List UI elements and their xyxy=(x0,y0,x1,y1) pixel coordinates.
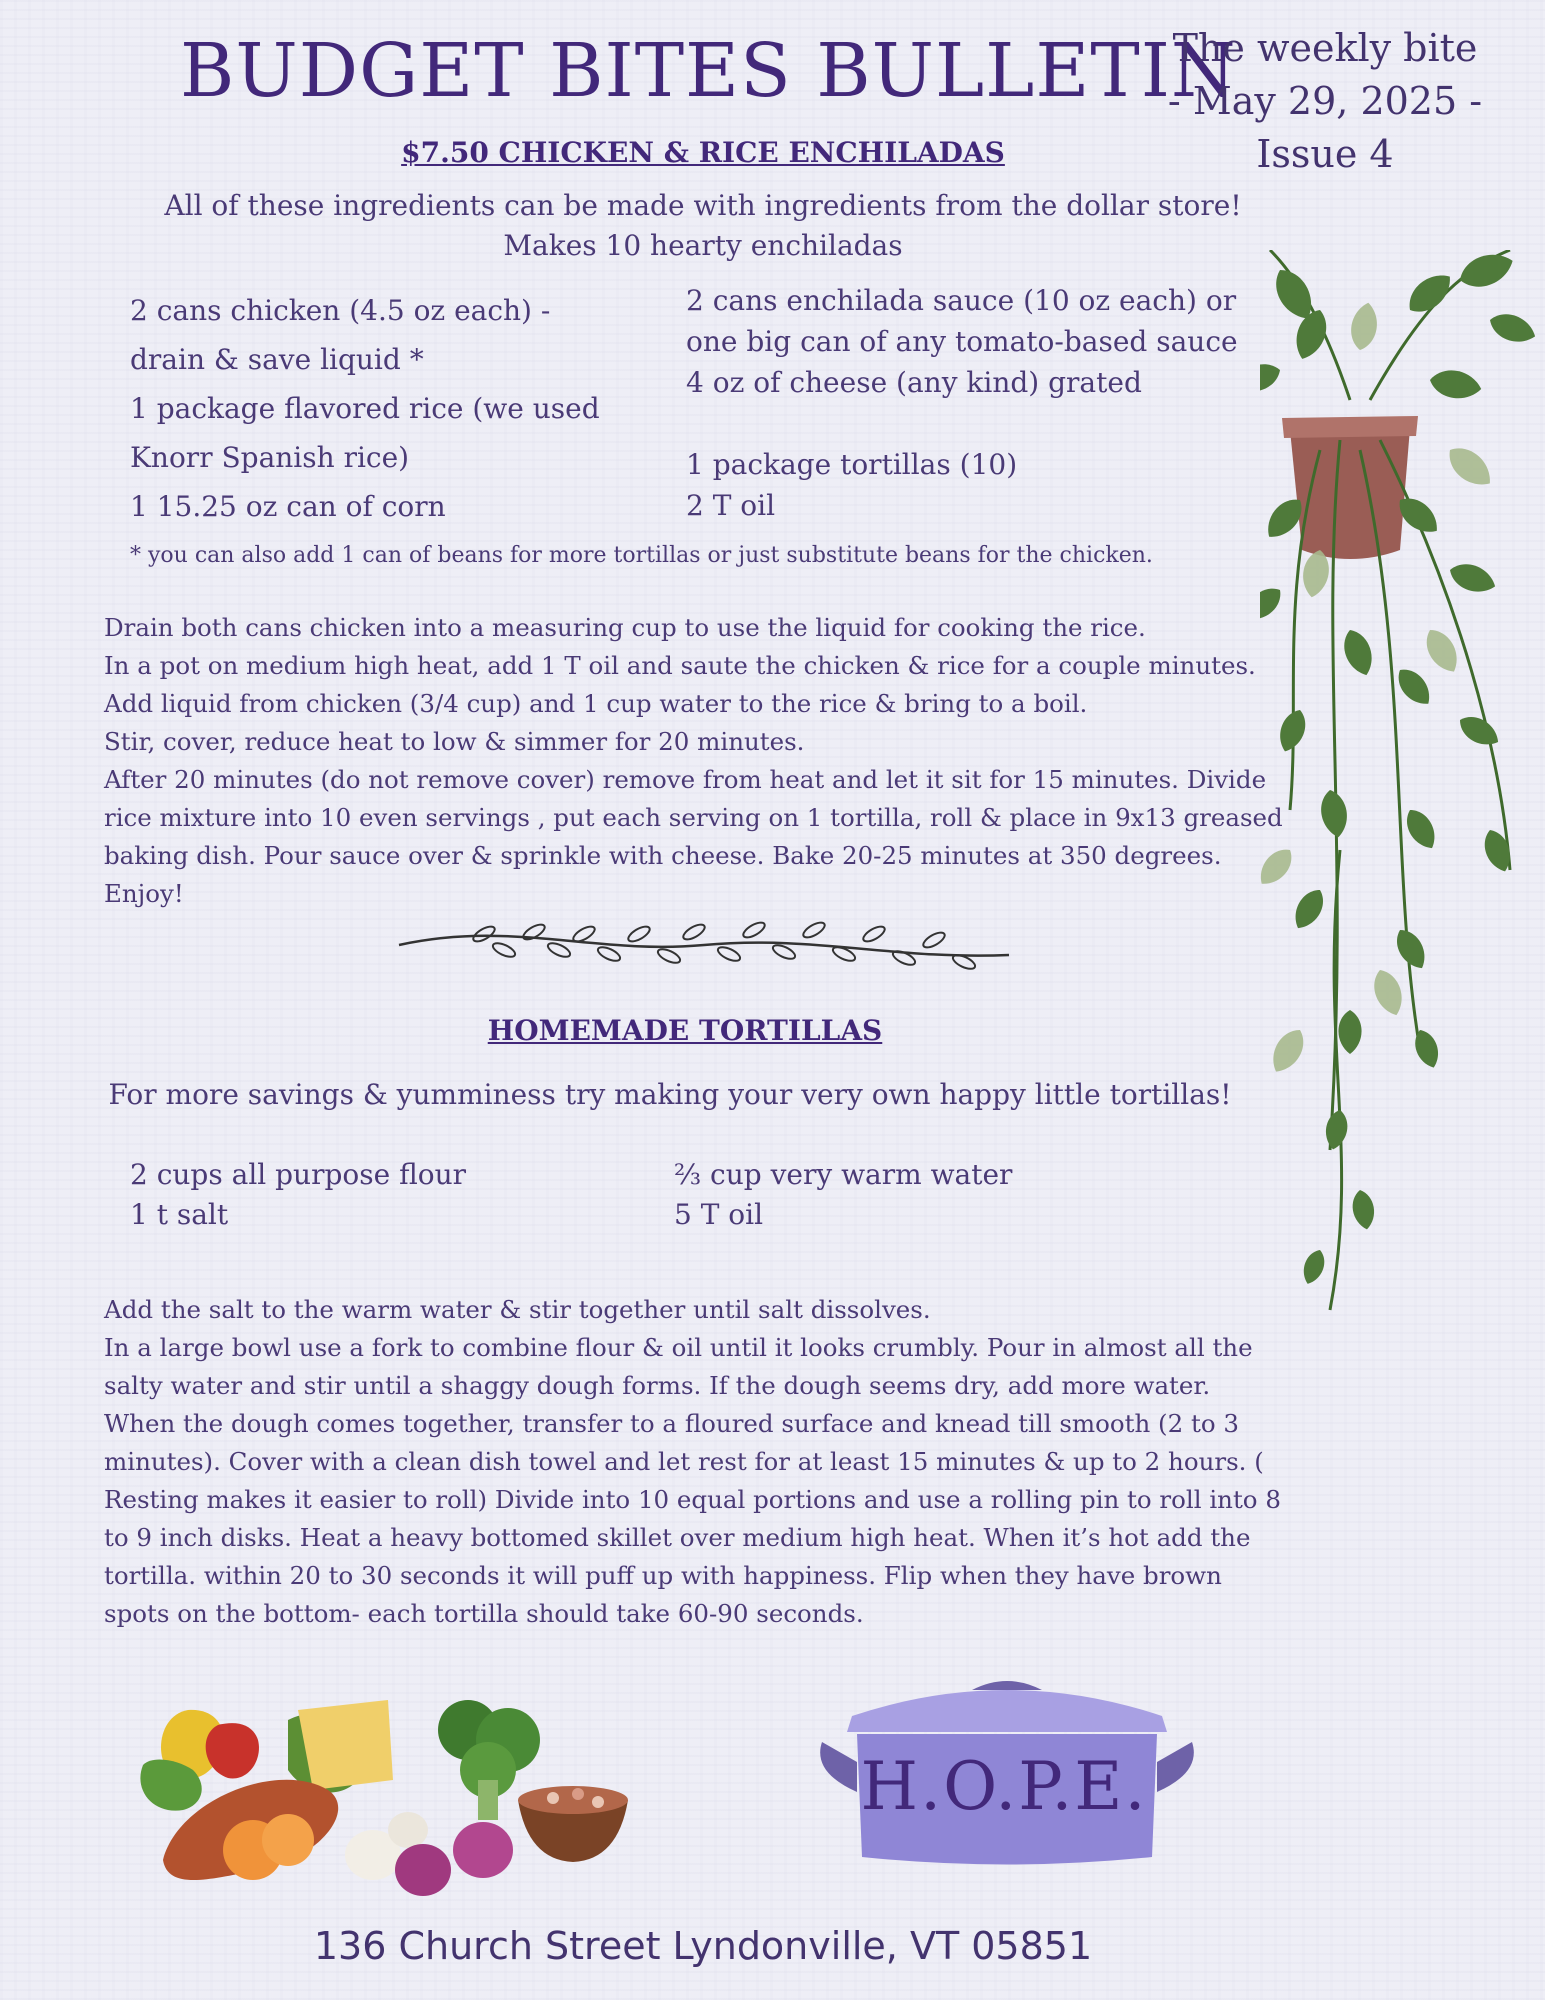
vegetables-illustration xyxy=(138,1690,648,1900)
issue-line-1: The weekly bite xyxy=(1172,26,1478,70)
recipe-title-enchiladas: $7.50 CHICKEN & RICE ENCHILADAS xyxy=(401,136,1005,169)
tortilla-ingredients-right xyxy=(674,1155,1194,1235)
ingredient-item: 1 package tortillas (10) xyxy=(686,448,1018,481)
ingredients-right-list xyxy=(686,280,1286,526)
instruction-line: Add liquid from chicken (3/4 cup) and 1 cup water to the rice & bring to a boil. xyxy=(104,689,1088,718)
ingredient-item: 2 T oil xyxy=(686,489,776,522)
yield-line: Makes 10 hearty enchiladas xyxy=(503,229,903,262)
ingredient-item: 2 cans chicken (4.5 oz each) - xyxy=(130,294,551,327)
hanging-plant-illustration xyxy=(1260,250,1540,1330)
instruction-line: When the dough comes together, transfer to a floured surface and knead till smooth (2 to 3 xyxy=(104,1409,1239,1438)
ingredient-spacer xyxy=(686,403,1286,444)
instruction-line: Resting makes it easier to roll) Divide into 10 equal portions and use a rolling pin to roll into 8 xyxy=(104,1485,1281,1514)
ingredient-item: Knorr Spanish rice) xyxy=(130,441,410,474)
ingredient-item: drain & save liquid * xyxy=(130,343,424,376)
ingredient-item: 2 cans enchilada sauce (10 oz each) or xyxy=(686,284,1237,317)
instruction-line: salty water and stir until a shaggy dough forms. If the dough seems dry, add more water. xyxy=(104,1371,1211,1400)
instruction-line: In a pot on medium high heat, add 1 T oil and saute the chicken & rice for a couple minutes. xyxy=(104,651,1256,680)
instruction-line: Stir, cover, reduce heat to low & simmer for 20 minutes. xyxy=(104,727,805,756)
newsletter-title: BUDGET BITES BULLETIN xyxy=(180,28,1237,114)
ingredient-item: one big can of any tomato-based sauce xyxy=(686,325,1238,358)
instructions-enchiladas xyxy=(104,609,1284,913)
recipe-title-tortillas: HOMEMADE TORTILLAS xyxy=(487,1014,883,1047)
instruction-line: rice mixture into 10 even servings , put each serving on 1 tortilla, roll & place in 9x13 greased xyxy=(104,803,1283,832)
ingredient-item: 1 package flavored rice (we used xyxy=(130,392,600,425)
intro-line: All of these ingredients can be made with ingredients from the dollar store! xyxy=(164,189,1242,222)
vine-divider-icon xyxy=(394,910,1014,980)
instruction-line: In a large bowl use a fork to combine flour & oil until it looks crumbly. Pour in almost all the xyxy=(104,1333,1253,1362)
instruction-line: After 20 minutes (do not remove cover) remove from heat and let it sit for 15 minutes. Divide xyxy=(104,765,1267,794)
issue-number: Issue 4 xyxy=(1256,132,1394,176)
instruction-line: baking dish. Pour sauce over & sprinkle with cheese. Bake 20-25 minutes at 350 degrees. xyxy=(104,841,1222,870)
ingredient-item: ⅔ cup very warm water xyxy=(674,1158,1013,1191)
ingredients-left-list xyxy=(130,286,670,531)
ingredient-item: 2 cups all purpose flour xyxy=(130,1158,467,1191)
ingredient-item: 5 T oil xyxy=(674,1198,764,1231)
ingredient-item: 1 t salt xyxy=(130,1198,229,1231)
ingredient-item: 4 oz of cheese (any kind) grated xyxy=(686,366,1142,399)
instruction-line: minutes). Cover with a clean dish towel and let rest for at least 15 minutes & up to 2 hours. ( xyxy=(104,1447,1264,1476)
instruction-line: Enjoy! xyxy=(104,879,184,908)
instruction-line: Drain both cans chicken into a measuring cup to use the liquid for cooking the rice. xyxy=(104,613,1146,642)
instructions-tortillas xyxy=(104,1291,1304,1633)
hope-logo-text: H.O.P.E. xyxy=(860,1748,1148,1825)
instruction-line: Add the salt to the warm water & stir together until salt dissolves. xyxy=(104,1295,931,1324)
ingredient-item: 1 15.25 oz can of corn xyxy=(130,490,446,523)
recipe-intro-enchiladas xyxy=(0,186,1406,266)
instruction-line: to 9 inch disks. Heat a heavy bottomed skillet over medium high heat. When it’s hot add the xyxy=(104,1523,1251,1552)
instruction-line: tortilla. within 20 to 30 seconds it will puff up with happiness. Flip when they have brown xyxy=(104,1561,1222,1590)
tortilla-ingredients-left xyxy=(130,1155,650,1235)
ingredient-note: * you can also add 1 can of beans for more tortillas or just substitute beans for the chicken. xyxy=(130,543,1153,568)
instruction-line: spots on the bottom- each tortilla should take 60-90 seconds. xyxy=(104,1599,864,1628)
issue-date: - May 29, 2025 - xyxy=(1167,79,1483,123)
recipe-intro-tortillas: For more savings & yumminess try making your very own happy little tortillas! xyxy=(108,1078,1232,1111)
footer-address: 136 Church Street Lyndonville, VT 05851 xyxy=(313,1924,1093,1968)
